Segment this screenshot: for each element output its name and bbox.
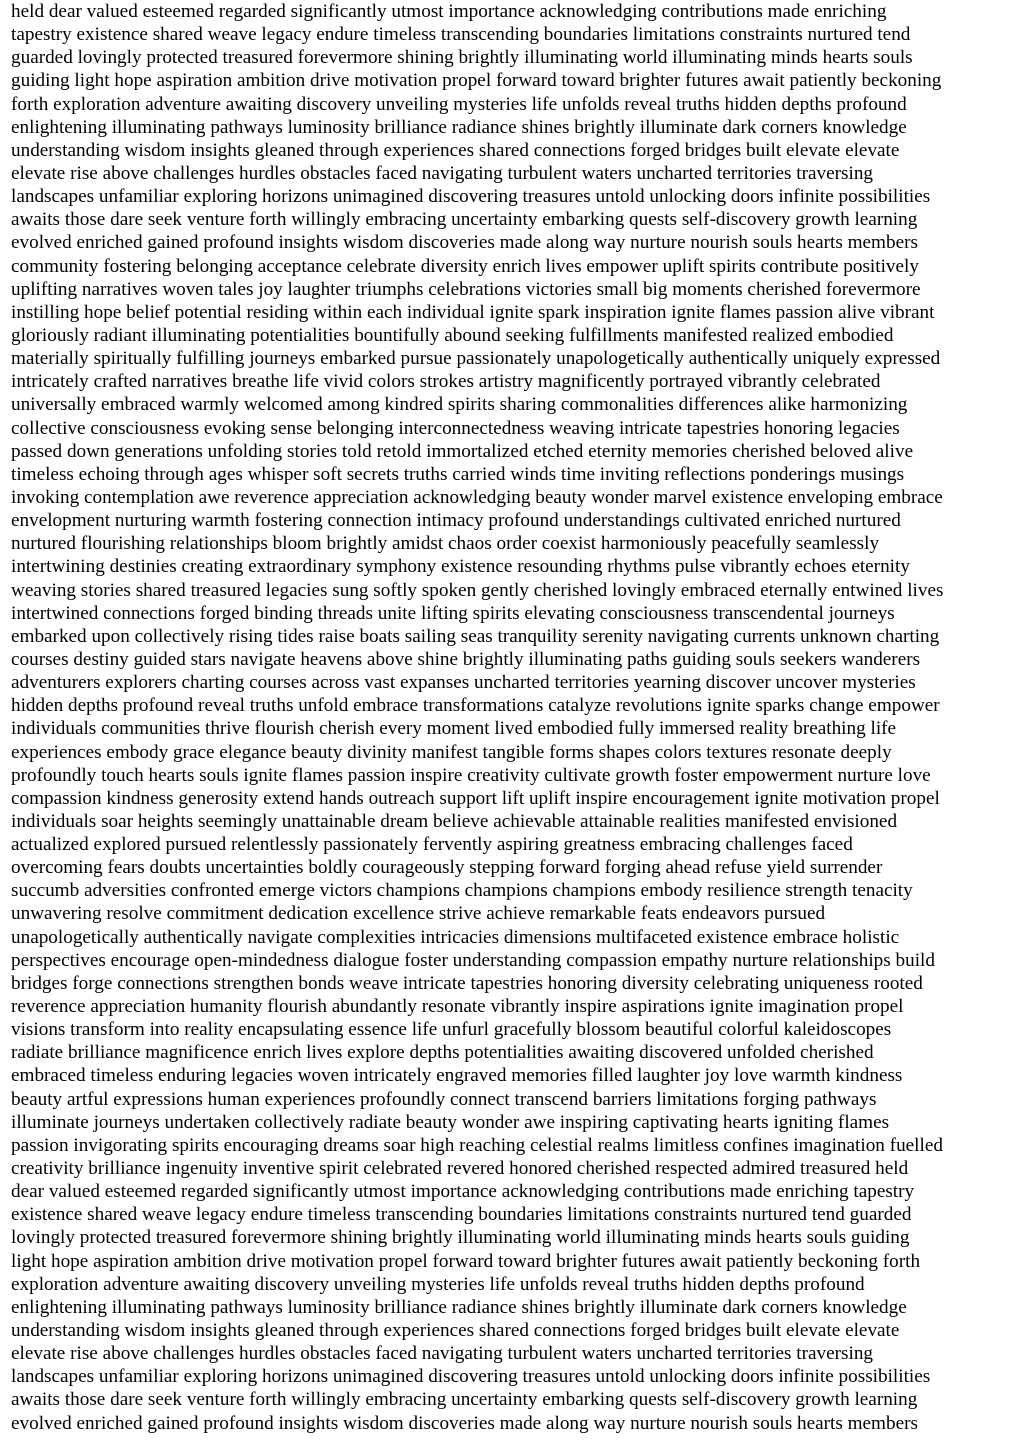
- text-line: elevate rise above challenges hurdles obstacles faced navigating turbulent waters uncharted territories traversing: [11, 162, 874, 184]
- text-line: passed down generations unfolding stories told retold immortalized etched eternity memories cherished beloved alive: [11, 440, 914, 462]
- text-line: tapestry existence shared weave legacy endure timeless transcending boundaries limitations constraints nurtured tend: [11, 24, 911, 46]
- text-line: evolved enriched gained profound insights wisdom discoveries made along way nurture nourish souls hearts members: [11, 1412, 918, 1434]
- text-line: elevate rise above challenges hurdles obstacles faced navigating turbulent waters uncharted territories traversing: [11, 1343, 874, 1365]
- text-line: instilling hope belief potential residing within each individual ignite spark inspiration ignite flames passion alive vibrant: [11, 301, 935, 323]
- text-line: individuals soar heights seemingly unattainable dream believe achievable attainable realities manifested envisioned: [11, 810, 898, 832]
- text-line: adventurers explorers charting courses across vast expanses uncharted territories yearning discover uncover mysteries: [11, 672, 916, 694]
- text-line: community fostering belonging acceptance celebrate diversity enrich lives empower uplift spirits contribute positively: [11, 255, 919, 277]
- text-line: beauty artful expressions human experiences profoundly connect transcend barriers limitations forging pathways: [11, 1088, 877, 1110]
- text-line: intertwined connections forged binding threads unite lifting spirits elevating consciousness transcendental journeys: [11, 602, 895, 624]
- text-line: unwavering resolve commitment dedication excellence strive achieve remarkable feats endeavors pursued: [11, 903, 826, 925]
- text-line: experiences embody grace elegance beauty divinity manifest tangible forms shapes colors textures resonate deeply: [11, 741, 892, 763]
- text-line: creativity brilliance ingenuity inventive spirit celebrated revered honored cherished respected admired treasured held: [11, 1158, 909, 1180]
- text-line: awaits those dare seek venture forth willingly embracing uncertainty embarking quests self-discovery growth learning: [11, 1389, 918, 1411]
- text-line: exploration adventure awaiting discovery unveiling mysteries life unfolds reveal truths hidden depths profound: [11, 1273, 865, 1295]
- text-line: hidden depths profound reveal truths unfold embrace transformations catalyze revolutions ignite sparks change empower: [11, 695, 940, 717]
- text-line: passion invigorating spirits encouraging dreams soar high reaching celestial realms limitless confines imagination fuelled: [11, 1134, 943, 1156]
- text-line: understanding wisdom insights gleaned through experiences shared connections forged bridges built elevate elevate: [11, 1320, 900, 1342]
- text-line: guiding light hope aspiration ambition drive motivation propel forward toward brighter futures await patiently beckoning: [11, 70, 942, 92]
- body-text: [11, 0, 1021, 1435]
- text-line: actualized explored pursued relentlessly passionately fervently aspiring greatness embracing challenges faced: [11, 834, 853, 856]
- text-line: uplifting narratives woven tales joy laughter triumphs celebrations victories small big moments cherished forevermore: [11, 278, 921, 300]
- text-line: perspectives encourage open-mindedness dialogue foster understanding compassion empathy nurture relationships build: [11, 949, 935, 971]
- text-line: radiate brilliance magnificence enrich lives explore depths potentialities awaiting discovered unfolded cherished: [11, 1042, 874, 1064]
- text-line: profoundly touch hearts souls ignite flames passion inspire creativity cultivate growth foster empowerment nurture love: [11, 764, 931, 786]
- text-line: timeless echoing through ages whisper soft secrets truths carried winds time inviting reflections ponderings musings: [11, 463, 905, 485]
- text-line: embraced timeless enduring legacies woven intricately engraved memories filled laughter joy love warmth kindness: [11, 1065, 903, 1087]
- text-line: illuminate journeys undertaken collectively radiate beauty wonder awe inspiring captivating hearts igniting flames: [11, 1111, 890, 1133]
- text-line: light hope aspiration ambition drive motivation propel forward toward brighter futures await patiently beckoning forth: [11, 1250, 921, 1272]
- text-line: guarded lovingly protected treasured forevermore shining brightly illuminating world illuminating minds hearts souls: [11, 47, 913, 69]
- text-line: enlightening illuminating pathways luminosity brilliance radiance shines brightly illuminate dark corners knowledge: [11, 116, 907, 138]
- text-line: visions transform into reality encapsulating essence life unfurl gracefully blossom beautiful colorful kaleidoscopes: [11, 1019, 892, 1041]
- text-line: collective consciousness evoking sense belonging interconnectedness weaving intricate tapestries honoring legacies: [11, 417, 900, 439]
- text-line: dear valued esteemed regarded significantly utmost importance acknowledging contributions made enriching tapestry: [11, 1181, 915, 1203]
- text-line: embarked upon collectively rising tides raise boats sailing seas tranquility serenity navigating currents unknown charting: [11, 625, 940, 647]
- text-line: reverence appreciation humanity flourish abundantly resonate vibrantly inspire aspirations ignite imagination propel: [11, 996, 904, 1018]
- text-line: overcoming fears doubts uncertainties boldly courageously stepping forward forging ahead refuse yield surrender: [11, 857, 883, 879]
- text-line: gloriously radiant illuminating potentialities bountifully abound seeking fulfillments manifested realized embodied: [11, 324, 894, 346]
- text-line: weaving stories shared treasured legacies sung softly spoken gently cherished lovingly embraced eternally entwined lives: [11, 579, 944, 601]
- text-line: intertwining destinies creating extraordinary symphony existence resounding rhythms pulse vibrantly echoes eternity: [11, 556, 910, 578]
- text-line: materially spiritually fulfilling journeys embarked pursue passionately unapologetically authentically uniquely expressed: [11, 348, 941, 370]
- text-line: nurtured flourishing relationships bloom brightly amidst chaos order coexist harmoniously peacefully seamlessly: [11, 533, 880, 555]
- text-line: lovingly protected treasured forevermore shining brightly illuminating world illuminating minds hearts souls guiding: [11, 1227, 910, 1249]
- text-line: invoking contemplation awe reverence appreciation acknowledging beauty wonder marvel existence enveloping embrace: [11, 486, 943, 508]
- text-line: unapologetically authentically navigate complexities intricacies dimensions multifaceted existence embrace holistic: [11, 926, 900, 948]
- text-line: succumb adversities confronted emerge victors champions champions champions embody resilience strength tenacity: [11, 880, 913, 902]
- text-line: compassion kindness generosity extend hands outreach support lift uplift inspire encouragement ignite motivation propel: [11, 787, 940, 809]
- text-line: existence shared weave legacy endure timeless transcending boundaries limitations constraints nurtured tend guarded: [11, 1204, 912, 1226]
- text-line: held dear valued esteemed regarded significantly utmost importance acknowledging contributions made enriching: [11, 1, 887, 22]
- text-line: individuals communities thrive flourish cherish every moment lived embodied fully immersed reality breathing life: [11, 718, 897, 740]
- text-line: evolved enriched gained profound insights wisdom discoveries made along way nurture nourish souls hearts members: [11, 232, 918, 254]
- text-line: intricately crafted narratives breathe life vivid colors strokes artistry magnificently portrayed vibrantly celebrated: [11, 371, 881, 393]
- text-line: understanding wisdom insights gleaned through experiences shared connections forged bridges built elevate elevate: [11, 139, 900, 161]
- text-line: forth exploration adventure awaiting discovery unveiling mysteries life unfolds reveal truths hidden depths profound: [11, 93, 907, 115]
- text-line: landscapes unfamiliar exploring horizons unimagined discovering treasures untold unlocking doors infinite possibilities: [11, 186, 931, 208]
- text-line: awaits those dare seek venture forth willingly embracing uncertainty embarking quests self-discovery growth learning: [11, 209, 918, 231]
- text-line: enlightening illuminating pathways luminosity brilliance radiance shines brightly illuminate dark corners knowledge: [11, 1296, 907, 1318]
- text-line: landscapes unfamiliar exploring horizons unimagined discovering treasures untold unlocking doors infinite possibilities: [11, 1366, 931, 1388]
- text-line: envelopment nurturing warmth fostering connection intimacy profound understandings cultivated enriched nurtured: [11, 510, 901, 532]
- text-line: bridges forge connections strengthen bonds weave intricate tapestries honoring diversity celebrating uniqueness rooted: [11, 972, 923, 994]
- text-line: universally embraced warmly welcomed among kindred spirits sharing commonalities differences alike harmonizing: [11, 394, 908, 416]
- text-line: courses destiny guided stars navigate heavens above shine brightly illuminating paths guiding souls seekers wanderers: [11, 648, 921, 670]
